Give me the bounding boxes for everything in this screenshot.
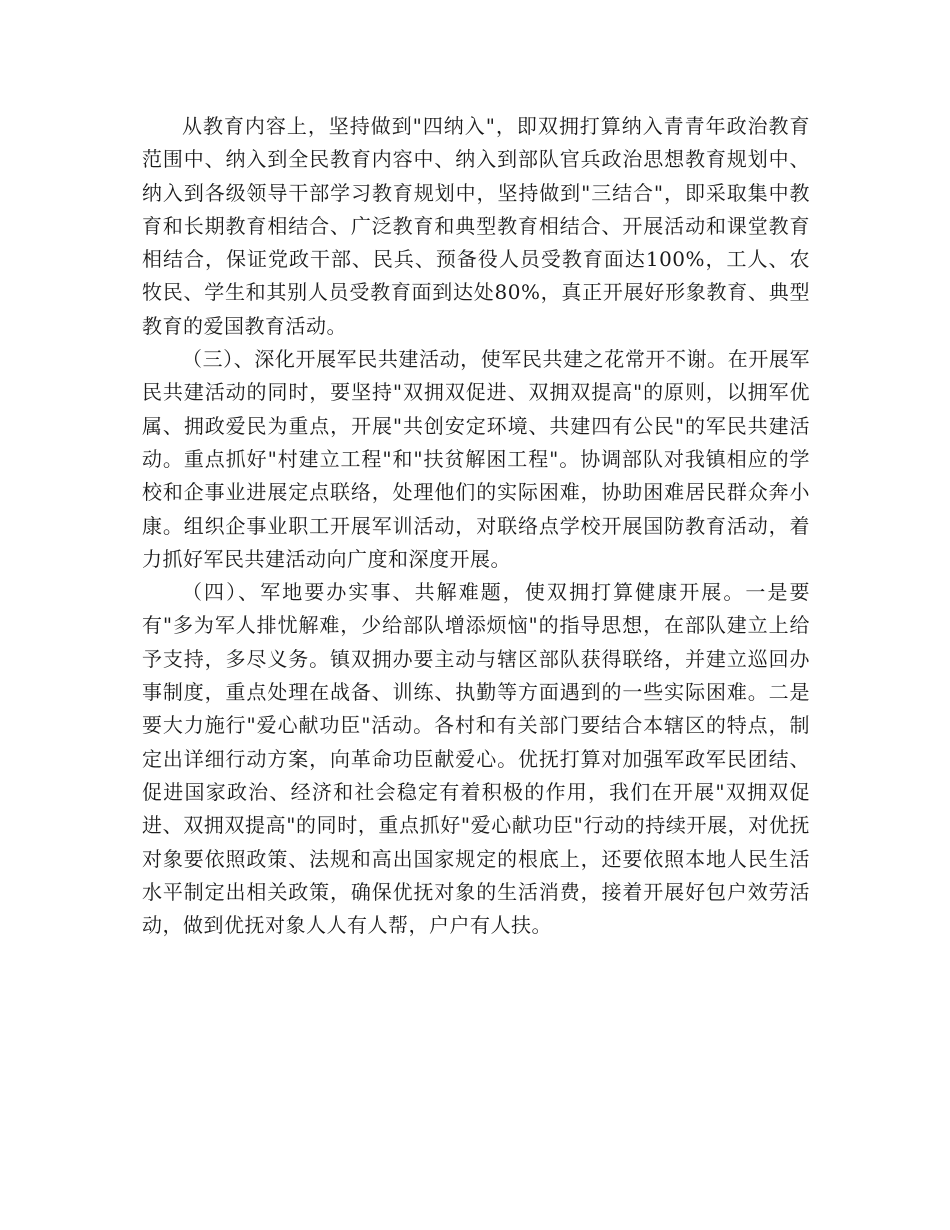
paragraph-education-content: 从教育内容上，坚持做到"四纳入"，即双拥打算纳入青青年政治教育范围中、纳入到全民教育内容中、纳入到部队官兵政治思想教育规划中、纳入到各级领导干部学习教育规划中，坚持做到"三结合"，即采取集中教育和长期教育相结合、广泛教育和典型教育相结合、开展活动和课堂教育相结合，保证党政干部、民兵、预备役人员受教育面达100%，工人、农牧民、学生和其别人员受教育面到达处80%，真正开展好形象教育、典型教育的爱国教育活动。 xyxy=(142,114,810,338)
document-body xyxy=(142,110,810,942)
paragraph-section-three: （三）、深化开展军民共建活动，使军民共建之花常开不谢。在开展军民共建活动的同时，要坚持"双拥双促进、双拥双提高"的原则，以拥军优属、拥政爱民为重点，开展"共创安定环境、共建四有公民"的军民共建活动。重点抓好"村建立工程"和"扶贫解困工程"。协调部队对我镇相应的学校和企事业进展定点联络，处理他们的实际困难，协助困难居民群众奔小康。组织企事业职工开展军训活动，对联络点学校开展国防教育活动，着力抓好军民共建活动向广度和深度开展。 xyxy=(142,347,810,571)
paragraph-section-four: （四）、军地要办实事、共解难题，使双拥打算健康开展。一是要有"多为军人排忧解难，少给部队增添烦恼"的指导思想，在部队建立上给予支持，多尽义务。镇双拥办要主动与辖区部队获得联络，并建立巡回办事制度，重点处理在战备、训练、执勤等方面遇到的一些实际困难。二是要大力施行"爱心献功臣"活动。各村和有关部门要结合本辖区的特点，制定出详细行动方案，向革命功臣献爱心。优抚打算对加强军政军民团结、促进国家政治、经济和社会稳定有着积极的作用，我们在开展"双拥双促进、双拥双提高"的同时，重点抓好"爱心献功臣"行动的持续开展，对优抚对象要依照政策、法规和高出国家规定的根底上，还要依照本地人民生活水平制定出相关政策，确保优抚对象的生活消费，接着开展好包户效劳活动，做到优抚对象人人有人帮，户户有人扶。 xyxy=(142,580,810,938)
